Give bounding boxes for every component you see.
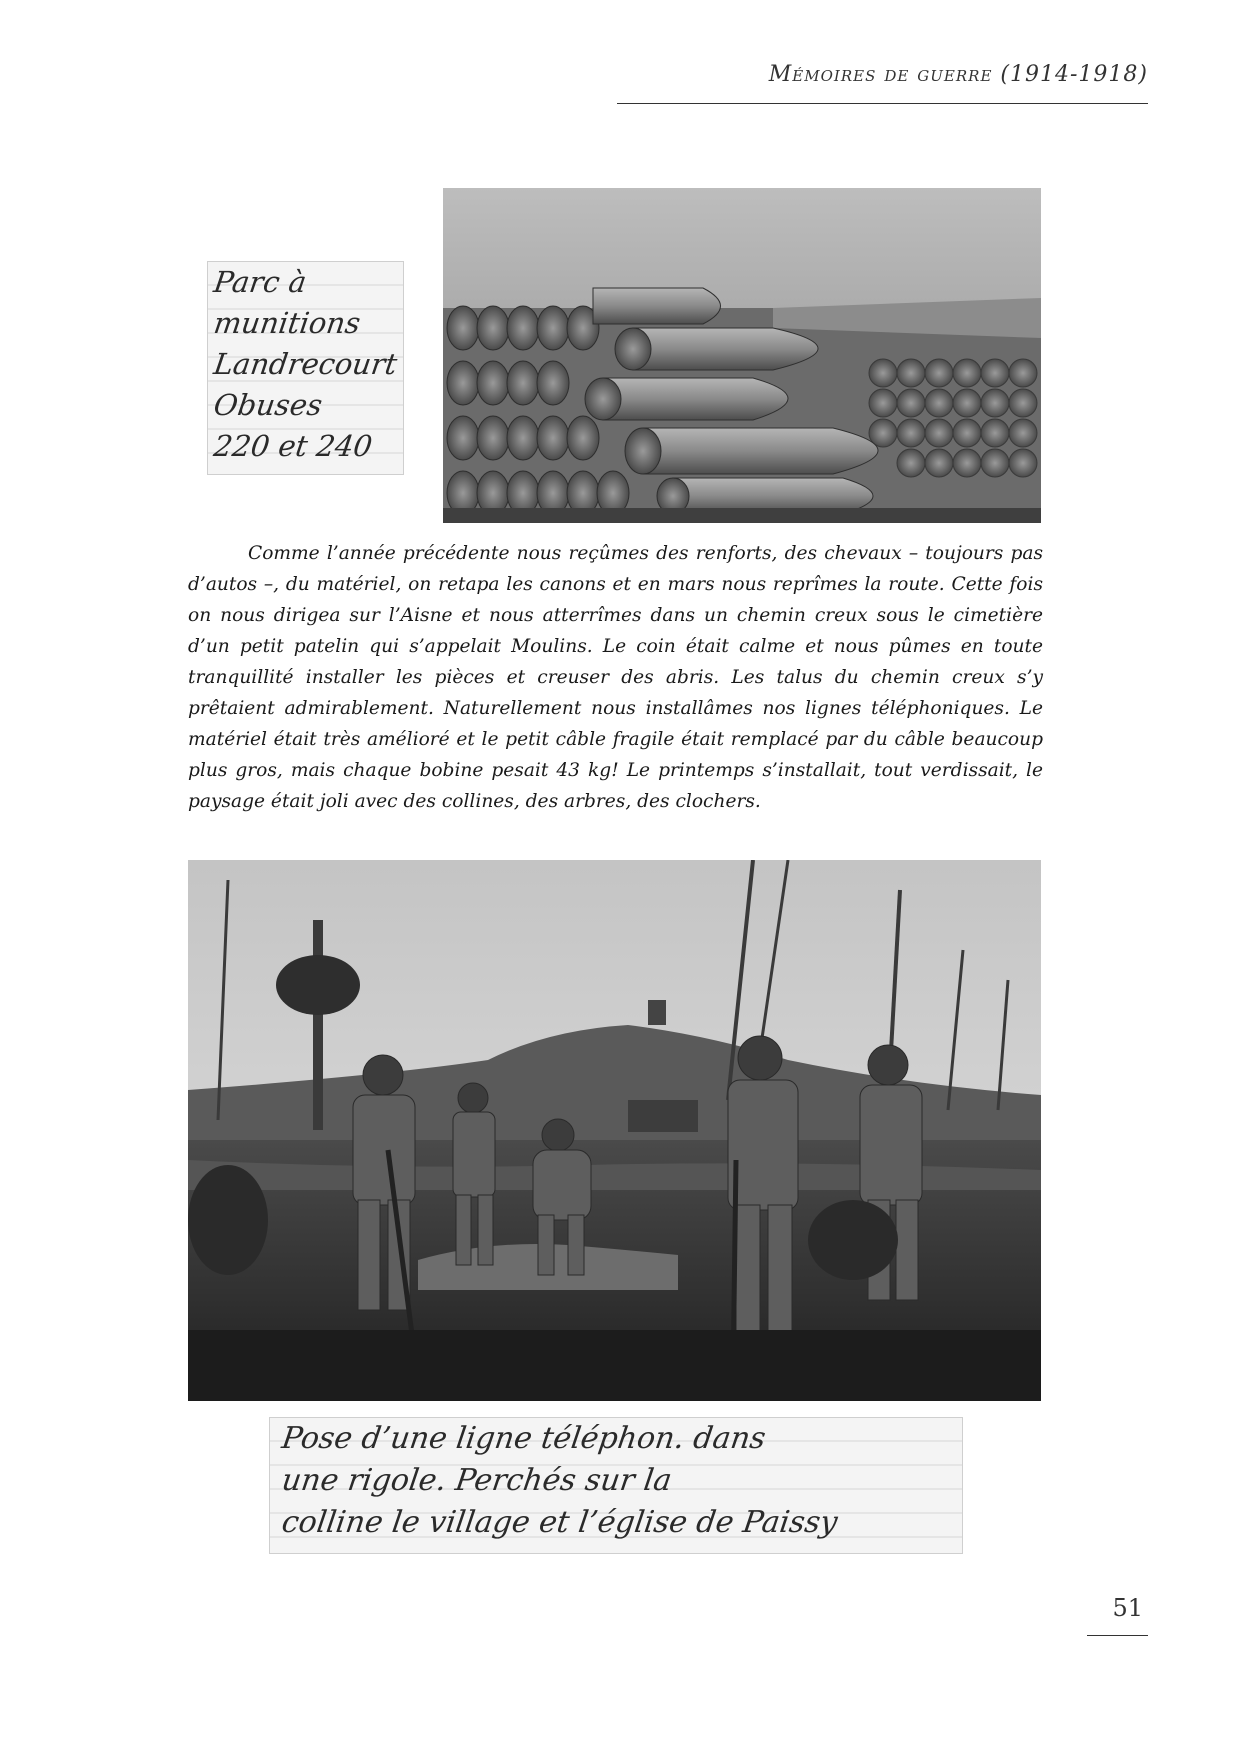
caption-top-line: Landrecourt [211,347,400,381]
caption-top-line: Parc à [211,265,309,299]
header-rule [617,103,1148,104]
caption-bottom-line: colline le village et l’église de Paissy [279,1505,840,1540]
caption-top-line: Obuses [211,388,325,422]
body-paragraph: Comme l’année précédente nous reçûmes des renforts, des chevaux – toujours pas d’autos –, du matériel, on retapa les canons et en mars nous reprîmes la route. Cette fois on nous dirigea sur l’Aisne et nous atterrîmes dans un chemin creux sous le cimetière d’un petit patelin qui s’appelait Moulins. Le coin était calme et nous pûmes en toute tranquillité installer les pièces et creuser des abris. Les talus du chemin creux s’y prêtaient admirablement. Naturellement nous installâmes nos lignes téléphoniques. Le matériel était très amélioré et le petit câble fragile était remplacé par du câble beaucoup plus gros, mais chaque bobine pesait 43 kg! Le printemps s’installait, tout verdissait, le paysage était joli avec des collines, des arbres, des clochers. [188,543,1043,812]
handwritten-caption-top [207,261,404,475]
photo-telephone-line-image [188,860,1041,1401]
handwritten-caption-bottom [269,1417,963,1554]
photo-telephone-line [188,860,1041,1401]
photo-ammunition-depot [443,188,1041,523]
caption-top-line: munitions [211,306,363,340]
caption-bottom-line: une rigole. Perchés sur la [279,1463,674,1498]
caption-bottom-line: Pose d’une ligne téléphon. dans [279,1421,768,1456]
footer-rule [1087,1635,1148,1636]
running-head: Mémoires de guerre (1914-1918) [768,62,1148,87]
photo-ammunition-depot-image [443,188,1041,523]
page-number: 51 [1112,1594,1143,1622]
caption-top-line: 220 et 240 [211,429,375,463]
